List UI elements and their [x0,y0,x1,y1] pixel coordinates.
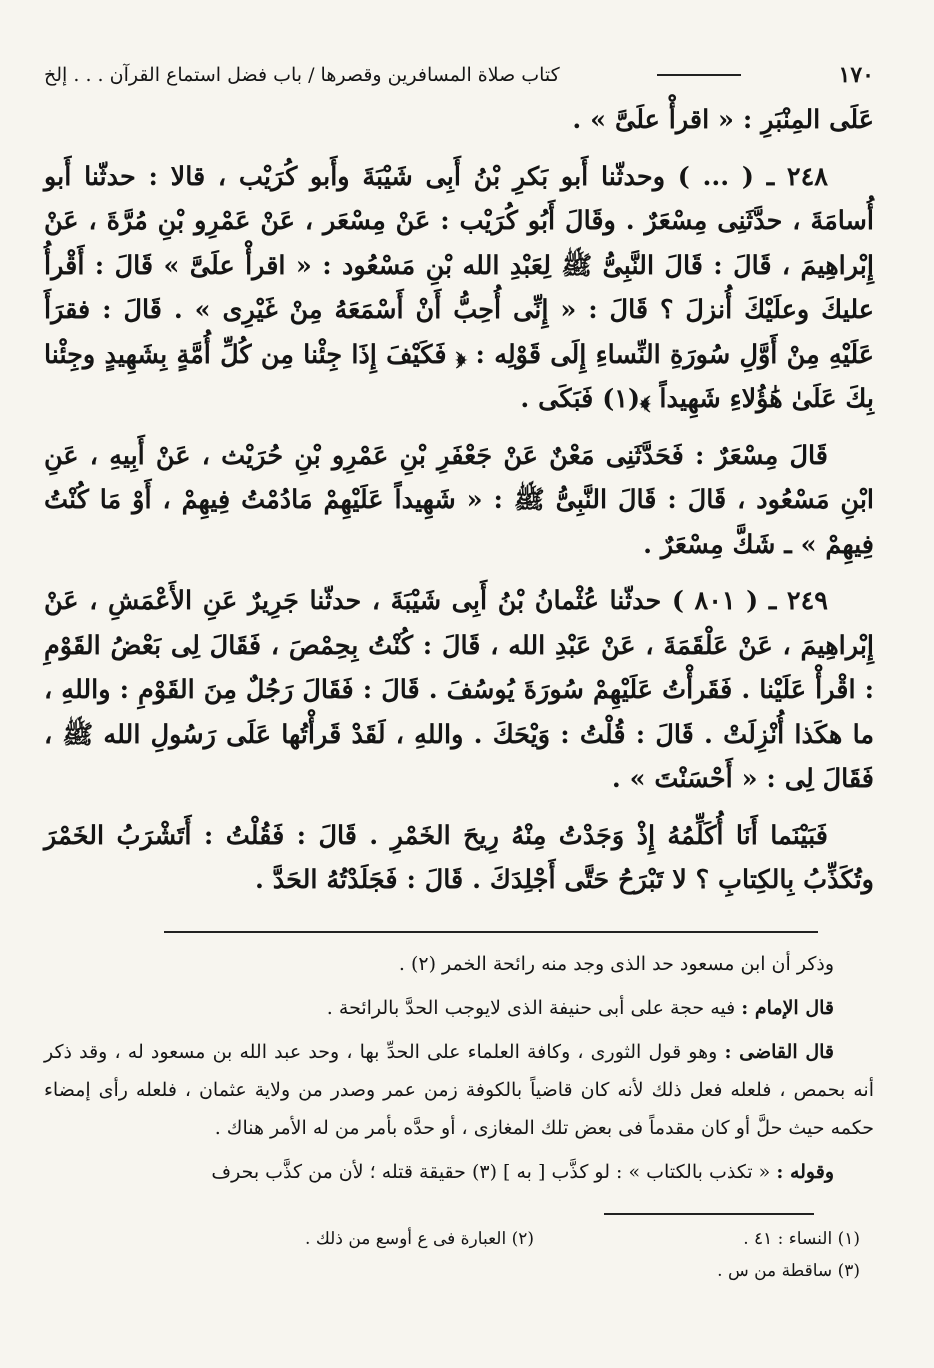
commentary-separator [164,931,818,933]
hadith-248: ٢٤٨ ـ ( ... ) وحدثّنا أَبو بَكرِ بْنُ أَبِى شَيْبَةَ وأَبو كُرَيْب ، قالا : حدثّنا أَبو أُسامَةَ ، حدَّثَنِى مِسْعَرٌ . وقَالَ أَبُو كُرَيْب : عَنْ مِسْعَر ، عَنْ عَمْرِو بْنِ مُرَّةَ ، عَنْ إِبْراهِيمَ ، قَالَ : قَالَ النَّبِىُّ ﷺ لِعَبْدِ الله بْنِ مَسْعُود : « اقرأْ علَىَّ » قَالَ : أَقْرأُ عليكَ وعلَيْكَ أُنزلَ ؟ قَالَ : « إِنِّى أُحِبُّ أَنْ أَسْمَعَهُ مِنْ غَيْرِى » . قَالَ : فقرَأَ عَلَيْهِ مِنْ أَوَّلِ سُورَةِ النِّساءِ إِلَى قَوْلِه : ﴿ فَكَيْفَ إِذَا جِئْنا مِن كُلِّ أُمَّةٍ بِشَهِيدٍ وجِئْنا بِكَ عَلَىٰ هَٰؤُلاءِ شَهِيداً ﴾(١) فَبَكَى . [44,161,874,414]
imam-label: قال الإمام : [741,996,834,1019]
footnotes [44,1223,874,1287]
running-header [44,58,874,92]
hadith-249: ٢٤٩ ـ ( ٨٠١ ) حدثّنا عُثْمانُ بْنُ أَبِى شَيْبَةَ ، حدثّنا جَرِيرٌ عَنِ الأَعْمَشِ ، عَنْ إِبْراهِيمَ ، عَنْ عَلْقَمَةَ ، عَنْ عَبْدِ الله ، قَالَ : كُنْتُ بِحِمْصَ ، فَقَالَ لِى بَعْضُ القَوْمِ : اقْرأْ عَلَيْنا . فَقَرأْتُ عَلَيْهِمْ سُورَةَ يُوسُفَ . قَالَ : فَقَالَ رَجُلٌ مِنَ القَوْمِ : واللهِ ، ما هكَذا أُنْزِلَتْ . قَالَ : قُلْتُ : وَيْحَكَ . واللهِ ، لَقَدْ قَرأْتُها عَلَى رَسُولِ الله ﷺ ، فَقَالَ لِى : « أَحْسَنْتَ » . [44,586,874,794]
imam-text: فيه حجة على أبى حنيفة الذى لايوجب الحدَّ بالرائحة . [326,996,742,1019]
imam-note [44,989,874,1027]
hadith-249-continuation: فَبَيْنَما أَنَا أُكَلِّمُهُ إِذْ وَجَدْتُ مِنْهُ رِيحَ الخَمْرِ . قَالَ : فَقُلْتُ : أَتَشْرَبُ الخَمْرَ وتُكَذِّبُ بِالكِتابِ ؟ لا تَبْرَحُ حَتَّى أَجْلِدَكَ . قَالَ : فَجَلَدْتُهُ الحَدَّ . [44,820,874,895]
qadi-note [44,1033,874,1147]
hadith-text [44,98,874,903]
qawluhu-text: « تكذب بالكتاب » : لو كذَّب [ به ] (٣) حقيقة قتله ؛ لأن من كذَّب بحرف [211,1160,777,1183]
footnote-row [44,1255,874,1287]
commentary [44,945,874,1191]
qawluhu-note [44,1153,874,1191]
qawluhu-label: وقوله : [776,1160,834,1183]
page-number: ١٧٠ [838,62,874,88]
paragraph-continuation: عَلَى المِنْبَرِ : « اقرأْ علَىَّ » . [572,105,874,135]
qadi-text: وهو قول الثورى ، وكافة العلماء على الحدِّ بها ، وحد عبد الله بن مسعود له ، وقد ذكر أنه بحمص ، فلعله فعل ذلك لأنه كان قاضياً بالكوفة زمن عمر وصدر من ولاية عثمان ، فلعله رأى إمضاء حكمه حيث حلَّ أو كان مقدماً فى بعض تلك المغازى ، أو حدَّه بأمر من له الأمر هناك . [44,1040,874,1139]
footnote-rule [604,1213,814,1215]
header-rule [657,74,741,76]
footnote-row [44,1223,874,1255]
commentary-line: وذكر أن ابن مسعود حد الذى وجد منه رائحة الخمر (٢) . [398,952,834,975]
qadi-label: قال القاضى : [724,1040,835,1063]
running-title: كتاب صلاة المسافرين وقصرها / باب فضل استماع القرآن . . . إلخ [44,64,560,86]
footnote-2: (٢) العبارة فى ع أوسع من ذلك . [305,1228,534,1249]
footnote-1: (١) النساء : ٤١ . [743,1228,860,1249]
hadith-248-addition: قَالَ مِسْعَرٌ : فَحَدَّثَنِى مَعْنٌ عَنْ جَعْفَرِ بْنِ عَمْرِو بْنِ حُرَيْث ، عَنْ أَبِيهِ ، عَنِ ابْنِ مَسْعُود ، قَالَ : قَالَ النَّبِىُّ ﷺ : « شَهِيداً عَلَيْهِمْ مَادُمْتُ فِيهِمْ ، أَوْ مَا كُنْتُ فِيهِمْ » ـ شَكَّ مِسْعَرٌ . [44,440,874,560]
footnote-3: (٣) ساقطة من س . [717,1260,860,1281]
